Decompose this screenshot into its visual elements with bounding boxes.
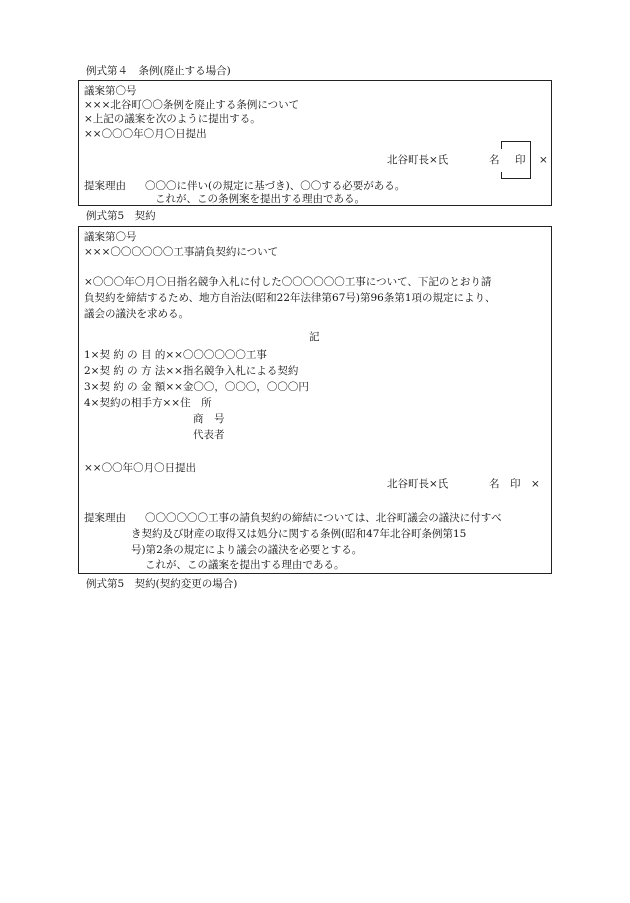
seal-bracket-top — [501, 141, 531, 142]
form5-item-4: 4×契約の相手方××住 所 — [84, 397, 212, 409]
form4-seal-name: 名 — [489, 154, 500, 166]
form5-reason-line-3: 号)第2条の規定により議会の議決を必要とする。 — [131, 544, 363, 556]
form5-reason-line-2: き契約及び財産の取得又は処分に関する条例(昭和47年北谷町条例第15 — [131, 528, 467, 540]
form5-body-line-1: ×〇〇〇年〇月〇日指名競争入札に付した〇〇〇〇〇〇工事について、下記のとおり請 — [84, 276, 492, 288]
form4-bill-number: 議案第〇号 — [84, 85, 137, 97]
form5-signer: 北谷町長×氏 — [387, 478, 449, 490]
seal-bracket-bottom — [501, 178, 531, 179]
form5-heading: 例式第5 契約 — [86, 210, 156, 222]
form5-reason-label: 提案理由 — [84, 512, 126, 524]
form4-reason-label: 提案理由 — [84, 180, 126, 192]
form4-seal-trail: × — [539, 154, 548, 166]
form4-heading: 例式第４ 条例(廃止する場合) — [86, 65, 231, 77]
form5-ki: 記 — [309, 331, 320, 343]
form5-reason-line-1: 〇〇〇〇〇〇工事の請負契約の締結については、北谷町議会の議決に付すべ — [145, 512, 502, 524]
form5-item-1: 1×契 約 の 目 的××〇〇〇〇〇〇工事 — [84, 349, 267, 361]
form4-submit-line: ×上記の議案を次のように提出する。 — [84, 113, 261, 125]
form5-box — [78, 226, 552, 574]
seal-bracket-left-top — [501, 141, 502, 149]
form5-item-2: 2×契 約 の 方 法××指名競争入札による契約 — [84, 365, 299, 377]
form5-seal: 名 印 × — [489, 478, 540, 490]
form5-party-trade-name: 商 号 — [193, 413, 225, 425]
form5-body-line-3: 議会の議決を求める。 — [84, 308, 189, 320]
form4-date: ××〇〇〇年〇月〇日提出 — [84, 128, 207, 140]
form4-reason-text: 〇〇〇に伴い(の規定に基づき)、〇〇する必要がある。 — [145, 180, 406, 192]
form4-reason-closing: これが、この条例案を提出する理由である。 — [155, 193, 365, 205]
form4-seal-mark: 印 — [515, 154, 526, 166]
form5-party-representative: 代表者 — [193, 429, 225, 441]
form5b-heading: 例式第5 契約(契約変更の場合) — [86, 578, 238, 590]
form5-bill-title: ×××〇〇〇〇〇〇工事請負契約について — [84, 246, 279, 258]
form4-bill-title: ×××北谷町〇〇条例を廃止する条例について — [84, 99, 300, 111]
form4-signer: 北谷町長×氏 — [387, 154, 449, 166]
form5-date: ××〇〇年〇月〇日提出 — [84, 462, 197, 474]
form5-item-3: 3×契 約 の 金 額××金〇〇，〇〇〇，〇〇〇円 — [84, 381, 309, 393]
form5-reason-closing: これが、この議案を提出する理由である。 — [145, 559, 345, 571]
form5-body-line-2: 負契約を締結するため、地方自治法(昭和22年法律第67号)第96条第1項の規定により、 — [84, 292, 496, 304]
seal-bracket-right — [530, 141, 531, 179]
form5-bill-number: 議案第〇号 — [84, 231, 137, 243]
form4-box — [78, 80, 552, 206]
